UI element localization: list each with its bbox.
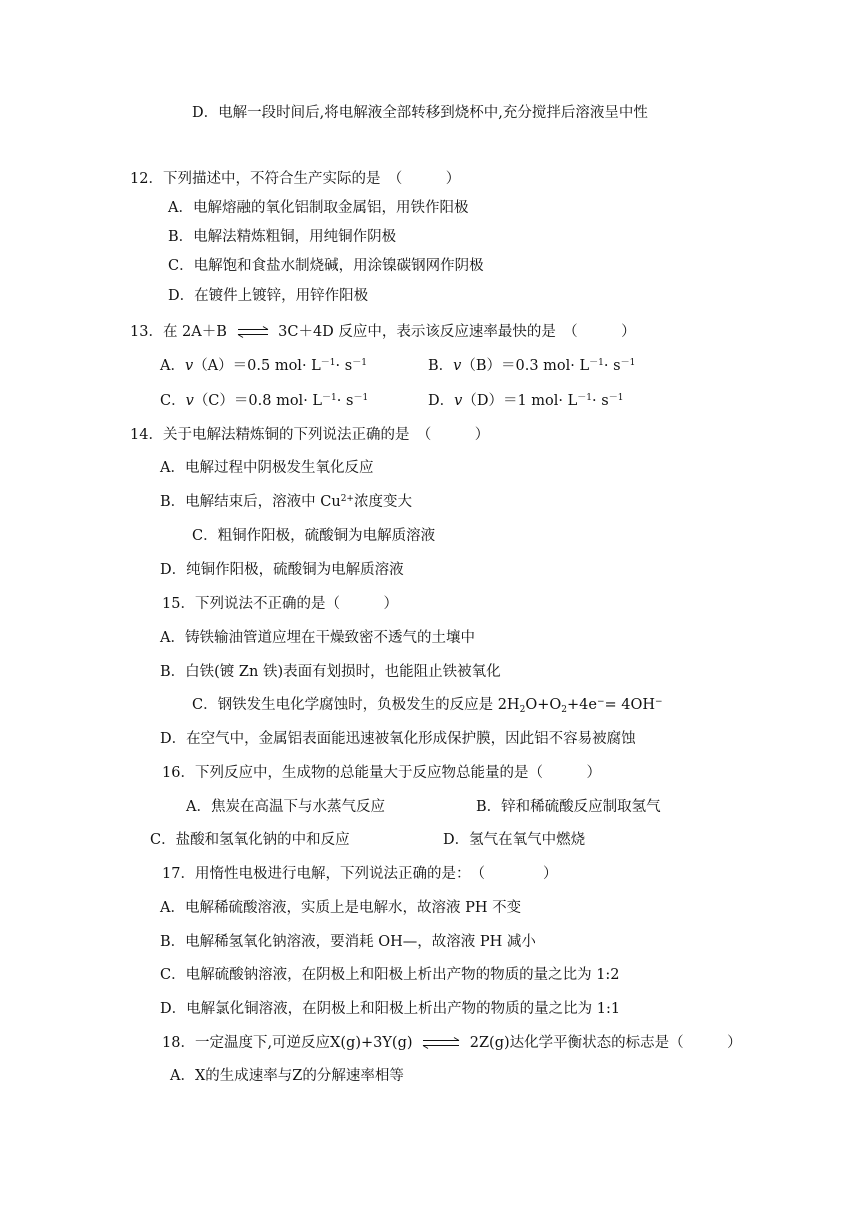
velocity-symbol: v bbox=[185, 393, 194, 409]
velocity-symbol: v bbox=[453, 358, 462, 374]
q17-option-a: A．电解稀硫酸溶液，实质上是电解水，故溶液 PH 不变 bbox=[160, 900, 522, 916]
q15-stem: 15．下列说法不正确的是（ ） bbox=[162, 596, 398, 612]
q16-option-c: C．盐酸和氢氧化钠的中和反应 bbox=[150, 832, 350, 848]
q12-option-b: B．电解法精炼粗铜，用纯铜作阴极 bbox=[168, 229, 397, 245]
q16-option-a: A．焦炭在高温下与水蒸气反应 bbox=[186, 799, 385, 815]
velocity-symbol: v bbox=[454, 393, 463, 409]
q15-option-a: A．铸铁输油管道应埋在干燥致密不透气的土壤中 bbox=[160, 630, 475, 646]
q18-stem-post: 2Z(g)达化学平衡状态的标志是（ ） bbox=[469, 1035, 742, 1051]
q12-stem: 12．下列描述中，不符合生产实际的是 （ ） bbox=[130, 171, 461, 187]
q15-option-b: B．白铁(镀 Zn 铁)表面有划损时，也能阻止铁被氧化 bbox=[160, 664, 501, 680]
q18-option-a: A．X的生成速率与Z的分解速率相等 bbox=[170, 1068, 404, 1084]
q13-stem-pre: 13．在 2A＋B bbox=[130, 324, 227, 340]
q14-option-d: D．纯铜作阳极，硫酸铜为电解质溶液 bbox=[160, 562, 404, 578]
q14-option-a: A．电解过程中阴极发生氧化反应 bbox=[160, 460, 374, 476]
q16-option-b: B．锌和稀硫酸反应制取氢气 bbox=[476, 799, 661, 815]
q14-stem: 14．关于电解法精炼铜的下列说法正确的是 （ ） bbox=[130, 427, 490, 443]
q17-option-c: C．电解硫酸钠溶液，在阴极上和阳极上析出产物的物质的量之比为 1:2 bbox=[160, 967, 620, 983]
q13-stem-post: 3C＋4D 反应中，表示该反应速率最快的是 （ ） bbox=[278, 324, 636, 340]
q14-option-c: C．粗铜作阳极，硫酸铜为电解质溶液 bbox=[192, 528, 436, 544]
velocity-symbol: v bbox=[184, 358, 194, 374]
q14-option-b: B．电解结束后，溶液中 $Cu^{2+}$浓度变大 bbox=[160, 494, 412, 510]
q13-option-c: C．v（C）＝0.8 $mol\cdot L^{-1}\cdot s^{-1}$ bbox=[160, 393, 369, 409]
q13-option-b: B．v（B）＝0.3 $mol\cdot L^{-1}\cdot s^{-1}$ bbox=[428, 358, 636, 374]
q17-stem: 17．用惰性电极进行电解，下列说法正确的是： （ ） bbox=[162, 866, 558, 882]
q15-option-d: D．在空气中，金属铝表面能迅速被氧化形成保护膜，因此铝不容易被腐蚀 bbox=[160, 731, 636, 747]
q12-option-c: C．电解饱和食盐水制烧碱，用涂镍碳钢网作阴极 bbox=[168, 258, 484, 274]
q18-stem-pre: 18．一定温度下,可逆反应X(g)+3Y(g) bbox=[162, 1035, 413, 1051]
q13-option-d: D．v（D）＝1 $mol\cdot L^{-1}\cdot s^{-1}$ bbox=[428, 393, 624, 409]
q18-stem bbox=[162, 1033, 742, 1053]
q16-option-d: D．氢气在氧气中燃烧 bbox=[443, 832, 586, 848]
q12-option-d: D．在镀件上镀锌，用锌作阳极 bbox=[168, 288, 369, 304]
q17-option-d: D．电解氯化铜溶液，在阴极上和阳极上析出产物的物质的量之比为 1:1 bbox=[160, 1001, 621, 1017]
q15-option-c: C．钢铁发生电化学腐蚀时，负极发生的反应是 $2H_2O+O_2+4e^-= 4OH^-$ bbox=[192, 697, 663, 715]
equilibrium-arrow-icon bbox=[421, 1037, 461, 1049]
q16-stem: 16．下列反应中，生成物的总能量大于反应物总能量的是（ ） bbox=[162, 765, 601, 781]
equilibrium-arrow-icon bbox=[236, 326, 270, 338]
q12-option-a: A．电解熔融的氧化铝制取金属铝，用铁作阳极 bbox=[168, 200, 469, 216]
q17-option-b: B．电解稀氢氧化钠溶液，要消耗 OH—，故溶液 PH 减小 bbox=[160, 934, 536, 950]
q13-option-a: A．v（A）＝0.5 $mol\cdot L^{-1}\cdot s^{-1}$ bbox=[160, 358, 367, 374]
q11-option-d: D．电解一段时间后,将电解液全部转移到烧杯中,充分搅拌后溶液呈中性 bbox=[192, 105, 648, 121]
q13-stem bbox=[130, 322, 636, 342]
